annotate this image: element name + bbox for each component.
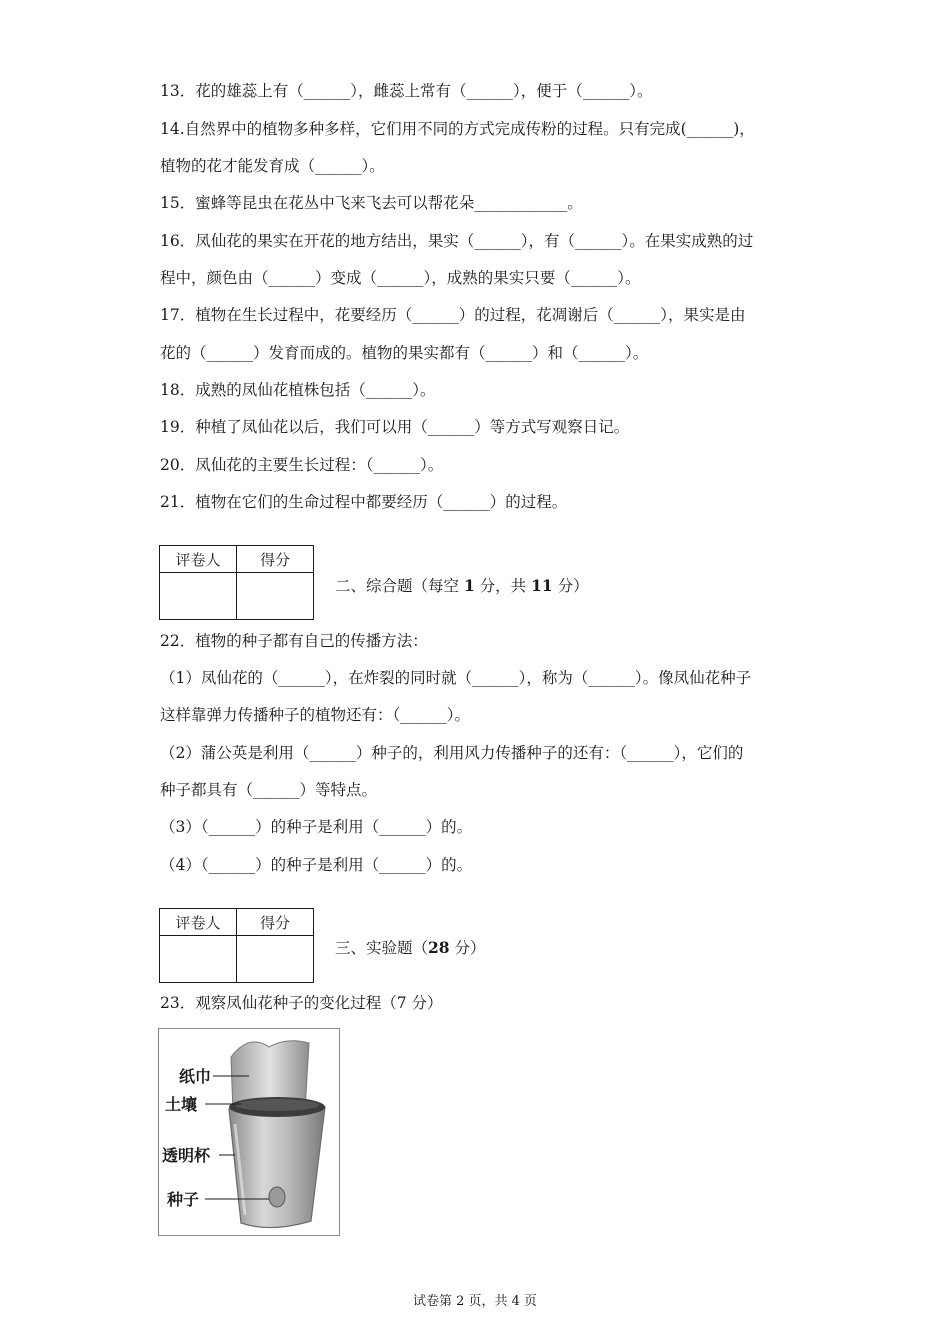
page-footer: 试卷第 2 页，共 4 页: [412, 1294, 538, 1309]
question-21: 21．植物在它们的生命过程中都要经历（______）的过程。: [160, 493, 568, 511]
question-22: 22．植物的种子都有自己的传播方法：: [160, 632, 428, 650]
score-cell[interactable]: [237, 573, 314, 620]
question-19: 19．种植了凤仙花以后，我们可以用（______）等方式写观察日记。: [160, 418, 630, 436]
seed-cup-figure: [158, 1028, 340, 1236]
section2-heading: 二、综合题（每空 1 分，共 11 分）: [335, 576, 589, 595]
question-14-line1: 14.自然界中的植物多种多样，它们用不同的方式完成传粉的过程。只有完成(______)，: [160, 120, 755, 138]
question-14-line2: 植物的花才能发育成（______）。: [160, 157, 385, 175]
score-table-section2: [159, 545, 314, 620]
seed-marker: [269, 1187, 285, 1207]
label-soil: 土壤: [165, 1095, 198, 1114]
question-22-1-line1: （1）凤仙花的（______），在炸裂的同时就（______），称为（______）。像凤仙花种子: [160, 669, 752, 687]
reviewer-header: 评卷人: [160, 909, 237, 936]
question-18: 18．成熟的凤仙花植株包括（______）。: [160, 381, 436, 399]
section3-heading: 三、实验题（28 分）: [335, 938, 486, 957]
question-22-2-line2: 种子都具有（______）等特点。: [160, 781, 378, 799]
reviewer-cell[interactable]: [160, 573, 237, 620]
question-22-1-line2: 这样靠弹力传播种子的植物还有：（______）。: [160, 706, 471, 724]
cup-illustration: [159, 1029, 339, 1235]
score-header: 得分: [237, 546, 314, 573]
score-cell[interactable]: [237, 936, 314, 983]
question-17-line1: 17．植物在生长过程中，花要经历（______）的过程，花凋谢后（______），果实是由: [160, 306, 746, 324]
question-23: 23．观察凤仙花种子的变化过程（7 分）: [160, 994, 443, 1012]
question-16-line1: 16．凤仙花的果实在开花的地方结出，果实（______），有（______）。在果实成熟的过: [160, 232, 754, 250]
question-16-line2: 程中，颜色由（______）变成（______），成熟的果实只要（______）。: [160, 269, 641, 287]
reviewer-cell[interactable]: [160, 936, 237, 983]
question-22-3: （3）（______）的种子是利用（______）的。: [160, 818, 473, 836]
question-13: 13．花的雄蕊上有（______），雌蕊上常有（______），便于（______）。: [160, 82, 653, 100]
label-seed: 种子: [167, 1190, 200, 1209]
question-22-2-line1: （2）蒲公英是利用（______）种子的，利用风力传播种子的还有：（______），它们的: [160, 744, 744, 762]
question-15: 15．蜜蜂等昆虫在花丛中飞来飞去可以帮花朵____________。: [160, 194, 583, 212]
question-20: 20．凤仙花的主要生长过程：（______）。: [160, 456, 444, 474]
question-17-line2: 花的（______）发育而成的。植物的果实都有（______）和（______）。: [160, 344, 649, 362]
reviewer-header: 评卷人: [160, 546, 237, 573]
score-table-section3: [159, 908, 314, 983]
score-header: 得分: [237, 909, 314, 936]
question-22-4: （4）（______）的种子是利用（______）的。: [160, 856, 473, 874]
label-cup: 透明杯: [162, 1146, 211, 1165]
label-paper: 纸巾: [179, 1067, 212, 1086]
